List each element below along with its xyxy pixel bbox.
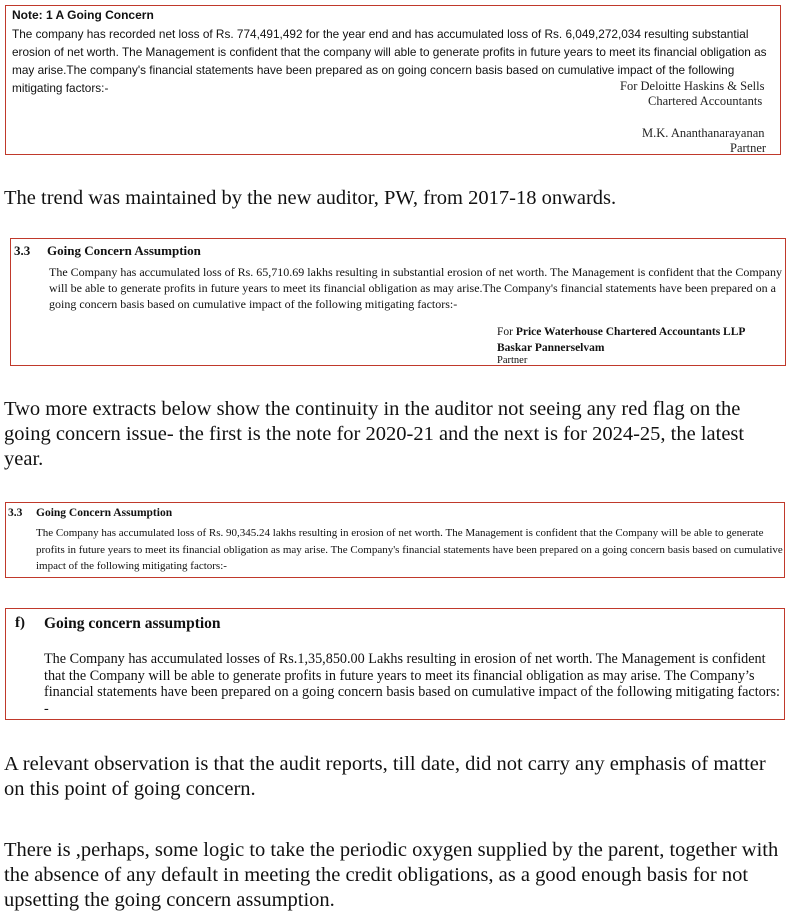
note-title: Going Concern Assumption [36,507,173,519]
note-number: 3.3 [14,243,31,258]
extract-note-pw [10,238,786,366]
auditor-firm: Price Waterhouse Chartered Accountants LLP [515,326,746,338]
partner-role: Partner [730,141,767,155]
note-body: The Company has accumulated loss of Rs. 65,710.69 lakhs resulting in substantial erosion of net worth. The Management is confident that the Company will be able to generate profits in future years to meet its financial obligation as may arise.The Company's financial statements have been prepared on a going concern basis based on cumulative impact of the following mitigating factors:- [49,265,782,311]
extract-note-2024-25 [5,608,785,720]
paragraph-conclusion: There is ,perhaps, some logic to take the periodic oxygen supplied by the parent, together with the absence of any default in meeting the credit obligations, as a good enough basis for not upsetting the going concern assumption. [4,839,779,911]
auditor-firm-prefix: For [497,326,513,338]
auditor-firm: For Deloitte Haskins & Sells [620,79,765,93]
note-body: The Company has accumulated loss of Rs. 90,345.24 lakhs resulting in erosion of net worth. The Management is confident that the Company will be able to generate profits in future years to meet its financial obligation as may arise. The Company's financial statements have been prepared on a going concern basis based on cumulative impact of the following mitigating factors:- [36,527,783,572]
extract-note-deloitte [5,5,781,155]
note-number: 3.3 [8,507,23,519]
auditor-firm-line [497,326,745,338]
partner-name: Baskar Pannerselvam [497,342,605,354]
note-body: The Company has accumulated losses of Rs.1,35,850.00 Lakhs resulting in erosion of net worth. The Management is confident that the Company will be able to generate profits in future years to meet its financial obligation as may arise. The Company’s financial statements have been prepared on a going concern basis based on cumulative impact of the following mitigating factors: - [44,651,780,717]
note-body: The company has recorded net loss of Rs. 774,491,492 for the year end and has accumulated loss of Rs. 6,049,272,034 resulting substantial erosion of net worth. The Management is confident that the company will able to generate profits in future years to meet its financial obligation as may arise.The company's financial statements have been prepared as on going concern basis based on cumulative impact of the following mitigating factors:- [12,27,767,95]
note-title: Note: 1 A Going Concern [12,8,154,22]
partner-role: Partner [497,355,528,366]
paragraph-observation: A relevant observation is that the audit reports, till date, did not carry any emphasis of matter on this point of going concern. [4,753,766,800]
note-number: f) [15,615,25,631]
paragraph-trend: The trend was maintained by the new auditor, PW, from 2017-18 onwards. [4,187,617,209]
auditor-firm-type: Chartered Accountants [648,94,763,108]
note-title: Going Concern Assumption [47,243,201,258]
partner-name: M.K. Ananthanarayanan [642,126,765,140]
paragraph-continuity: Two more extracts below show the continuity in the auditor not seeing any red flag on the going concern issue- the first is the note for 2020-21 and the next is for 2024-25, the latest year. [4,398,745,470]
extract-note-2020-21 [5,502,785,578]
note-title: Going concern assumption [44,615,221,632]
